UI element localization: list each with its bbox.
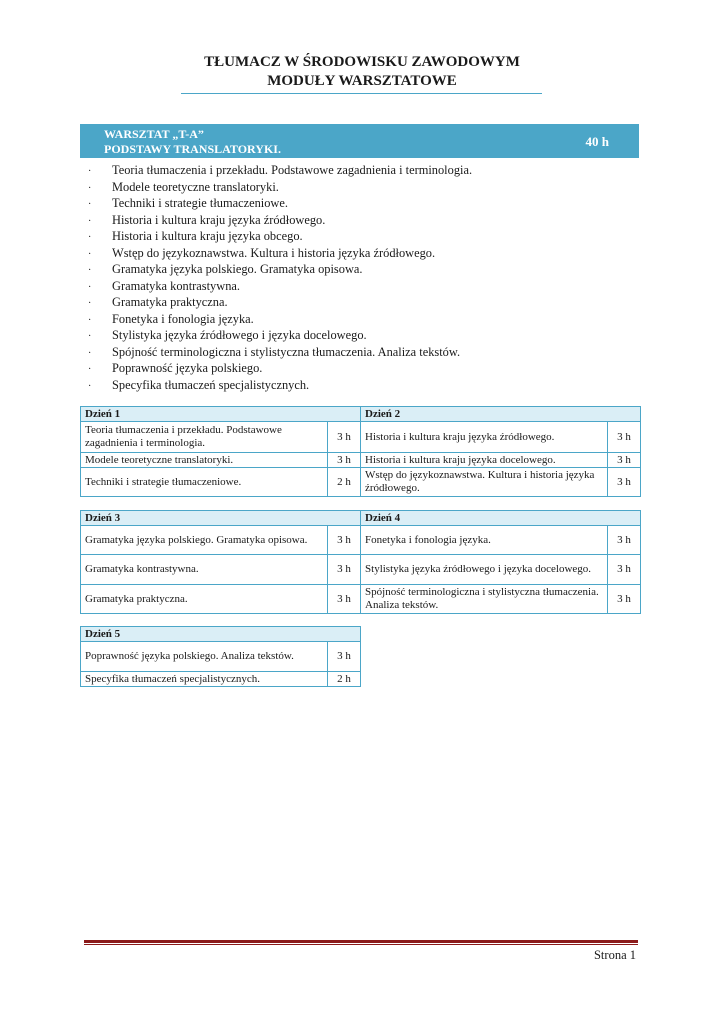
- subject-cell: Techniki i strategie tłumaczeniowe.: [81, 468, 328, 497]
- topic-text: Historia i kultura kraju języka obcego.: [112, 229, 303, 243]
- topic-text: Stylistyka języka źródłowego i języka docelowego.: [112, 328, 367, 342]
- topic-text: Techniki i strategie tłumaczeniowe.: [112, 196, 288, 210]
- bullet-icon: ·: [88, 364, 92, 375]
- hours-cell: 3 h: [608, 468, 641, 497]
- list-item: [88, 261, 472, 278]
- schedule-table-day-5: [80, 626, 361, 687]
- subject-cell: Gramatyka języka polskiego. Gramatyka opisowa.: [81, 526, 328, 555]
- bullet-icon: ·: [88, 248, 92, 260]
- list-item: [88, 327, 472, 344]
- list-item: [88, 311, 472, 328]
- topic-text: Specyfika tłumaczeń specjalistycznych.: [112, 377, 310, 392]
- topic-text: Modele teoretyczne translatoryki.: [112, 179, 279, 194]
- subject-cell: Specyfika tłumaczeń specjalistycznych.: [81, 672, 328, 687]
- hours-cell: 3 h: [608, 555, 641, 585]
- table-row: [81, 453, 641, 468]
- list-item: [88, 360, 472, 377]
- hours-cell: 3 h: [608, 422, 641, 453]
- hours-cell: 2 h: [328, 468, 361, 497]
- list-item: [88, 344, 472, 361]
- table-row: [81, 526, 641, 555]
- list-item: [88, 179, 472, 196]
- hours-cell: 3 h: [608, 585, 641, 614]
- table-row: [81, 642, 361, 672]
- document-subtitle: MODUŁY WARSZTATOWE: [267, 73, 457, 89]
- workshop-banner: [80, 124, 639, 158]
- hours-cell: 3 h: [328, 422, 361, 453]
- topic-text: Poprawność języka polskiego.: [112, 361, 263, 375]
- subject-cell: Fonetyka i fonologia języka.: [361, 526, 608, 555]
- topic-text: Teoria tłumaczenia i przekładu. Podstawowe zagadnienia i terminologia.: [112, 163, 473, 177]
- subject-cell: Gramatyka kontrastywna.: [81, 555, 328, 585]
- bullet-icon: ·: [88, 347, 92, 359]
- table-row: [81, 555, 641, 585]
- bullet-icon: ·: [88, 232, 92, 243]
- subject-cell: Modele teoretyczne translatoryki.: [81, 453, 328, 468]
- bullet-icon: ·: [88, 182, 92, 194]
- day-header: Dzień 1: [81, 407, 361, 422]
- list-item: [88, 162, 472, 179]
- subject-cell: Historia i kultura kraju języka źródłowego.: [361, 422, 608, 453]
- footer-rule-thin: [84, 944, 638, 945]
- day-header: Dzień 3: [81, 511, 361, 526]
- list-item: [88, 377, 472, 394]
- footer-rule: [84, 940, 638, 943]
- list-item: [88, 245, 472, 262]
- table-row: [81, 585, 641, 614]
- workshop-hours: 40 h: [585, 134, 609, 149]
- bullet-icon: ·: [88, 265, 92, 276]
- page-number: Strona 1: [593, 948, 636, 962]
- list-item: [88, 212, 472, 229]
- subject-cell: Spójność terminologiczna i stylistyczna tłumaczenia. Analiza tekstów.: [361, 585, 608, 614]
- bullet-icon: ·: [88, 380, 92, 392]
- list-item: [88, 278, 472, 295]
- bullet-icon: ·: [88, 298, 92, 309]
- day-header: Dzień 4: [361, 511, 641, 526]
- hours-cell: 3 h: [328, 526, 361, 555]
- bullet-icon: ·: [88, 314, 92, 326]
- table-row: [81, 468, 641, 497]
- subject-cell: Poprawność języka polskiego. Analiza tekstów.: [81, 642, 328, 672]
- table-row: [81, 672, 361, 687]
- hours-cell: 3 h: [328, 555, 361, 585]
- hours-cell: 3 h: [328, 642, 361, 672]
- topic-text: Gramatyka praktyczna.: [112, 295, 228, 309]
- hours-cell: 2 h: [328, 672, 361, 687]
- topic-text: Wstęp do językoznawstwa. Kultura i historia języka źródłowego.: [112, 245, 436, 260]
- day-header: Dzień 2: [361, 407, 641, 422]
- bullet-icon: ·: [88, 331, 92, 342]
- subject-cell: Wstęp do językoznawstwa. Kultura i historia języka źródłowego.: [361, 468, 608, 497]
- topic-text: Spójność terminologiczna i stylistyczna tłumaczenia. Analiza tekstów.: [112, 344, 461, 359]
- topic-text: Historia i kultura kraju języka źródłowego.: [112, 212, 326, 227]
- title-underline: [181, 93, 542, 94]
- schedule-table-days-3-4: [80, 510, 641, 614]
- list-item: [88, 228, 472, 245]
- day-header: Dzień 5: [81, 627, 361, 642]
- document-title: TŁUMACZ W ŚRODOWISKU ZAWODOWYM: [204, 54, 520, 70]
- topic-text: Gramatyka kontrastywna.: [112, 278, 240, 293]
- subject-cell: Teoria tłumaczenia i przekładu. Podstawowe zagadnienia i terminologia.: [81, 422, 328, 453]
- bullet-icon: ·: [88, 281, 92, 293]
- table-row: [81, 422, 641, 453]
- subject-cell: Historia i kultura kraju języka docelowego.: [361, 453, 608, 468]
- hours-cell: 3 h: [608, 526, 641, 555]
- topic-text: Fonetyka i fonologia języka.: [112, 311, 254, 326]
- topic-text: Gramatyka języka polskiego. Gramatyka opisowa.: [112, 262, 363, 276]
- workshop-code: WARSZTAT „T-A”: [104, 127, 204, 141]
- subject-cell: Gramatyka praktyczna.: [81, 585, 328, 614]
- hours-cell: 3 h: [328, 585, 361, 614]
- bullet-icon: ·: [88, 199, 92, 210]
- topic-list: [88, 162, 472, 393]
- bullet-icon: ·: [88, 215, 92, 227]
- bullet-icon: ·: [88, 166, 92, 177]
- list-item: [88, 195, 472, 212]
- subject-cell: Stylistyka języka źródłowego i języka docelowego.: [361, 555, 608, 585]
- hours-cell: 3 h: [608, 453, 641, 468]
- hours-cell: 3 h: [328, 453, 361, 468]
- workshop-title: PODSTAWY TRANSLATORYKI.: [104, 142, 281, 156]
- list-item: [88, 294, 472, 311]
- schedule-table-days-1-2: [80, 406, 641, 497]
